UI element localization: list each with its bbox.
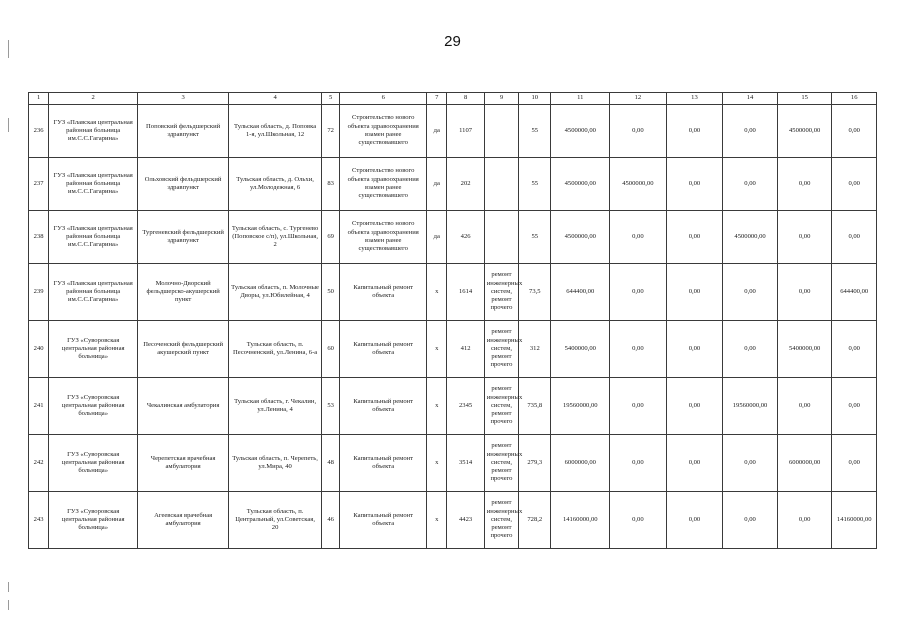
table-cell: ремонт инженерных систем, ремонт прочего — [484, 492, 518, 549]
table-cell: 240 — [29, 321, 49, 378]
table-cell: Строительство нового объекта здравоохранения взамен ранее существовавшего — [340, 211, 427, 264]
column-number: 1 — [29, 93, 49, 105]
table-cell: ГУЗ «Суворовская центральная районная больница» — [49, 492, 138, 549]
table-cell: 0,00 — [666, 321, 723, 378]
table-cell: 0,00 — [723, 158, 778, 211]
column-number: 12 — [610, 93, 667, 105]
table-cell: Чекалинская амбулатория — [138, 378, 229, 435]
table-cell: 241 — [29, 378, 49, 435]
table-cell: 50 — [322, 264, 340, 321]
table-cell: Ольховский фельдшерский здравпункт — [138, 158, 229, 211]
table-cell: х — [427, 321, 447, 378]
table-cell: 0,00 — [666, 435, 723, 492]
table-cell: 0,00 — [666, 105, 723, 158]
table-cell: ГУЗ «Суворовская центральная районная больница» — [49, 378, 138, 435]
table-cell: 4500000,00 — [610, 158, 667, 211]
column-number: 9 — [484, 93, 518, 105]
table-cell: 426 — [447, 211, 484, 264]
column-number: 6 — [340, 93, 427, 105]
table-body — [29, 93, 877, 549]
table-cell: 0,00 — [777, 492, 832, 549]
table-cell: 0,00 — [610, 492, 667, 549]
table-cell: 4500000,00 — [723, 211, 778, 264]
table-cell: Капитальный ремонт объекта — [340, 264, 427, 321]
table-cell: 5400000,00 — [551, 321, 610, 378]
table-cell: 60 — [322, 321, 340, 378]
table-cell: Капитальный ремонт объекта — [340, 492, 427, 549]
table-cell: 46 — [322, 492, 340, 549]
table-cell — [484, 158, 518, 211]
table-cell: 1614 — [447, 264, 484, 321]
table-cell: х — [427, 378, 447, 435]
margin-mark — [8, 40, 9, 58]
table-cell: ремонт инженерных систем, ремонт прочего — [484, 435, 518, 492]
column-number: 7 — [427, 93, 447, 105]
table-cell: 69 — [322, 211, 340, 264]
table-cell: 0,00 — [832, 211, 877, 264]
table-cell: 2345 — [447, 378, 484, 435]
table-cell: 0,00 — [610, 264, 667, 321]
table-cell: Тульская область, д. Поповка 1-я, ул.Школьная, 12 — [229, 105, 322, 158]
table-cell: 239 — [29, 264, 49, 321]
column-number: 2 — [49, 93, 138, 105]
table-cell: 73,5 — [519, 264, 551, 321]
table-cell: х — [427, 264, 447, 321]
table-cell: Поповский фельдшерский здравпункт — [138, 105, 229, 158]
table-cell: 237 — [29, 158, 49, 211]
table-cell: ГУЗ «Суворовская центральная районная больница» — [49, 321, 138, 378]
table-cell: 14160000,00 — [551, 492, 610, 549]
table-cell: 0,00 — [832, 378, 877, 435]
table-row — [29, 378, 877, 435]
table-cell: ГУЗ «Плавская центральная районная больница им.С.С.Гагарина» — [49, 158, 138, 211]
table-cell: 644400,00 — [832, 264, 877, 321]
column-number: 4 — [229, 93, 322, 105]
table-cell: ремонт инженерных систем, ремонт прочего — [484, 264, 518, 321]
table-cell: х — [427, 435, 447, 492]
table-cell: да — [427, 105, 447, 158]
table-cell: 55 — [519, 158, 551, 211]
table-row — [29, 158, 877, 211]
table-cell: х — [427, 492, 447, 549]
column-number: 15 — [777, 93, 832, 105]
table-cell: 4500000,00 — [777, 105, 832, 158]
table-cell: Тульская область, п. Центральный, ул.Советская, 20 — [229, 492, 322, 549]
column-number: 14 — [723, 93, 778, 105]
table-cell: Строительство нового объекта здравоохранения взамен ранее существовавшего — [340, 158, 427, 211]
table-cell: 0,00 — [610, 105, 667, 158]
table-cell: 0,00 — [777, 158, 832, 211]
table-cell: 19560000,00 — [551, 378, 610, 435]
margin-mark — [8, 582, 9, 592]
table-cell: 0,00 — [777, 378, 832, 435]
table-row — [29, 435, 877, 492]
table-cell: ГУЗ «Плавская центральная районная больница им.С.С.Гагарина» — [49, 105, 138, 158]
table-cell: 0,00 — [832, 158, 877, 211]
table-cell: 4500000,00 — [551, 211, 610, 264]
table-row — [29, 264, 877, 321]
table-cell: 1107 — [447, 105, 484, 158]
table-cell: 202 — [447, 158, 484, 211]
column-number: 8 — [447, 93, 484, 105]
table-cell: 0,00 — [723, 321, 778, 378]
table-cell: Тульская область, д. Ольхи, ул.Молодежная, 6 — [229, 158, 322, 211]
table-cell: 48 — [322, 435, 340, 492]
table-cell: 279,3 — [519, 435, 551, 492]
table-cell: 0,00 — [610, 211, 667, 264]
table-cell: Капитальный ремонт объекта — [340, 435, 427, 492]
table-cell: Капитальный ремонт объекта — [340, 378, 427, 435]
table-cell: Тульская область, п. Молочные Дворы, ул.Юбилейная, 4 — [229, 264, 322, 321]
table-cell: 0,00 — [777, 264, 832, 321]
table-cell: 312 — [519, 321, 551, 378]
table-cell — [484, 105, 518, 158]
table-cell: ГУЗ «Плавская центральная районная больница им.С.С.Гагарина» — [49, 211, 138, 264]
margin-mark — [8, 600, 9, 610]
table-cell: 412 — [447, 321, 484, 378]
table-cell: 55 — [519, 105, 551, 158]
table-cell: Черепетская врачебная амбулатория — [138, 435, 229, 492]
table-cell: 14160000,00 — [832, 492, 877, 549]
table-cell: ремонт инженерных систем, ремонт прочего — [484, 378, 518, 435]
table-cell: Агеевская врачебная амбулатория — [138, 492, 229, 549]
table-cell: 238 — [29, 211, 49, 264]
table-cell: Тульская область, п. Черепеть, ул.Мира, 40 — [229, 435, 322, 492]
column-number: 3 — [138, 93, 229, 105]
table-cell: 0,00 — [610, 435, 667, 492]
table-cell: 4500000,00 — [551, 105, 610, 158]
column-number: 13 — [666, 93, 723, 105]
table-cell: Капитальный ремонт объекта — [340, 321, 427, 378]
table-cell: 0,00 — [666, 378, 723, 435]
table-cell: Тульская область, п. Песочненский, ул.Ленина, 6-а — [229, 321, 322, 378]
table-cell: 4500000,00 — [551, 158, 610, 211]
table-cell: 0,00 — [610, 378, 667, 435]
table-cell: 243 — [29, 492, 49, 549]
table-cell: 242 — [29, 435, 49, 492]
table-row — [29, 492, 877, 549]
column-number: 5 — [322, 93, 340, 105]
table-cell: да — [427, 211, 447, 264]
table-cell — [484, 211, 518, 264]
table-cell: Тургеневский фельдшерский здравпункт — [138, 211, 229, 264]
table-cell: 0,00 — [666, 492, 723, 549]
table-row — [29, 211, 877, 264]
table-cell: 72 — [322, 105, 340, 158]
table-cell: 0,00 — [666, 264, 723, 321]
column-number: 11 — [551, 93, 610, 105]
table-row — [29, 105, 877, 158]
table-cell: 644400,00 — [551, 264, 610, 321]
table-cell: 0,00 — [666, 211, 723, 264]
table-cell: 0,00 — [666, 158, 723, 211]
table-cell: Строительство нового объекта здравоохранения взамен ранее существовавшего — [340, 105, 427, 158]
table-cell: 53 — [322, 378, 340, 435]
table-cell: 0,00 — [723, 492, 778, 549]
table-cell: 0,00 — [723, 105, 778, 158]
table-cell: да — [427, 158, 447, 211]
table-cell: Тульская область, с. Тургенево (Поповское с/п), ул.Школьная, 2 — [229, 211, 322, 264]
table-cell: 83 — [322, 158, 340, 211]
table-cell: 0,00 — [832, 321, 877, 378]
page-number: 29 — [444, 33, 461, 50]
table-row — [29, 321, 877, 378]
column-number: 10 — [519, 93, 551, 105]
margin-mark — [8, 118, 9, 132]
table-cell: 4423 — [447, 492, 484, 549]
data-table — [28, 92, 877, 549]
table-cell: 19560000,00 — [723, 378, 778, 435]
table-cell: 55 — [519, 211, 551, 264]
table-cell: 735,8 — [519, 378, 551, 435]
table-cell: Песоченский фельдшерский акушерский пункт — [138, 321, 229, 378]
table-cell: ГУЗ «Плавская центральная районная больница им.С.С.Гагарина» — [49, 264, 138, 321]
table-cell: Тульская область, г. Чекалин, ул.Ленина, 4 — [229, 378, 322, 435]
table-cell: ремонт инженерных систем, ремонт прочего — [484, 321, 518, 378]
table-cell: 0,00 — [832, 435, 877, 492]
column-number: 16 — [832, 93, 877, 105]
table-cell: 0,00 — [723, 264, 778, 321]
header-row — [29, 93, 877, 105]
table-cell: 6000000,00 — [551, 435, 610, 492]
table-cell: 3514 — [447, 435, 484, 492]
table-cell: 0,00 — [610, 321, 667, 378]
table-cell: 6000000,00 — [777, 435, 832, 492]
table-cell: ГУЗ «Суворовская центральная районная больница» — [49, 435, 138, 492]
table-cell: 236 — [29, 105, 49, 158]
table-cell: Молочно-Дворский фельдшерско-акушерский пункт — [138, 264, 229, 321]
table-cell: 0,00 — [832, 105, 877, 158]
table-cell: 0,00 — [777, 211, 832, 264]
table-cell: 5400000,00 — [777, 321, 832, 378]
table-cell: 728,2 — [519, 492, 551, 549]
table-cell: 0,00 — [723, 435, 778, 492]
